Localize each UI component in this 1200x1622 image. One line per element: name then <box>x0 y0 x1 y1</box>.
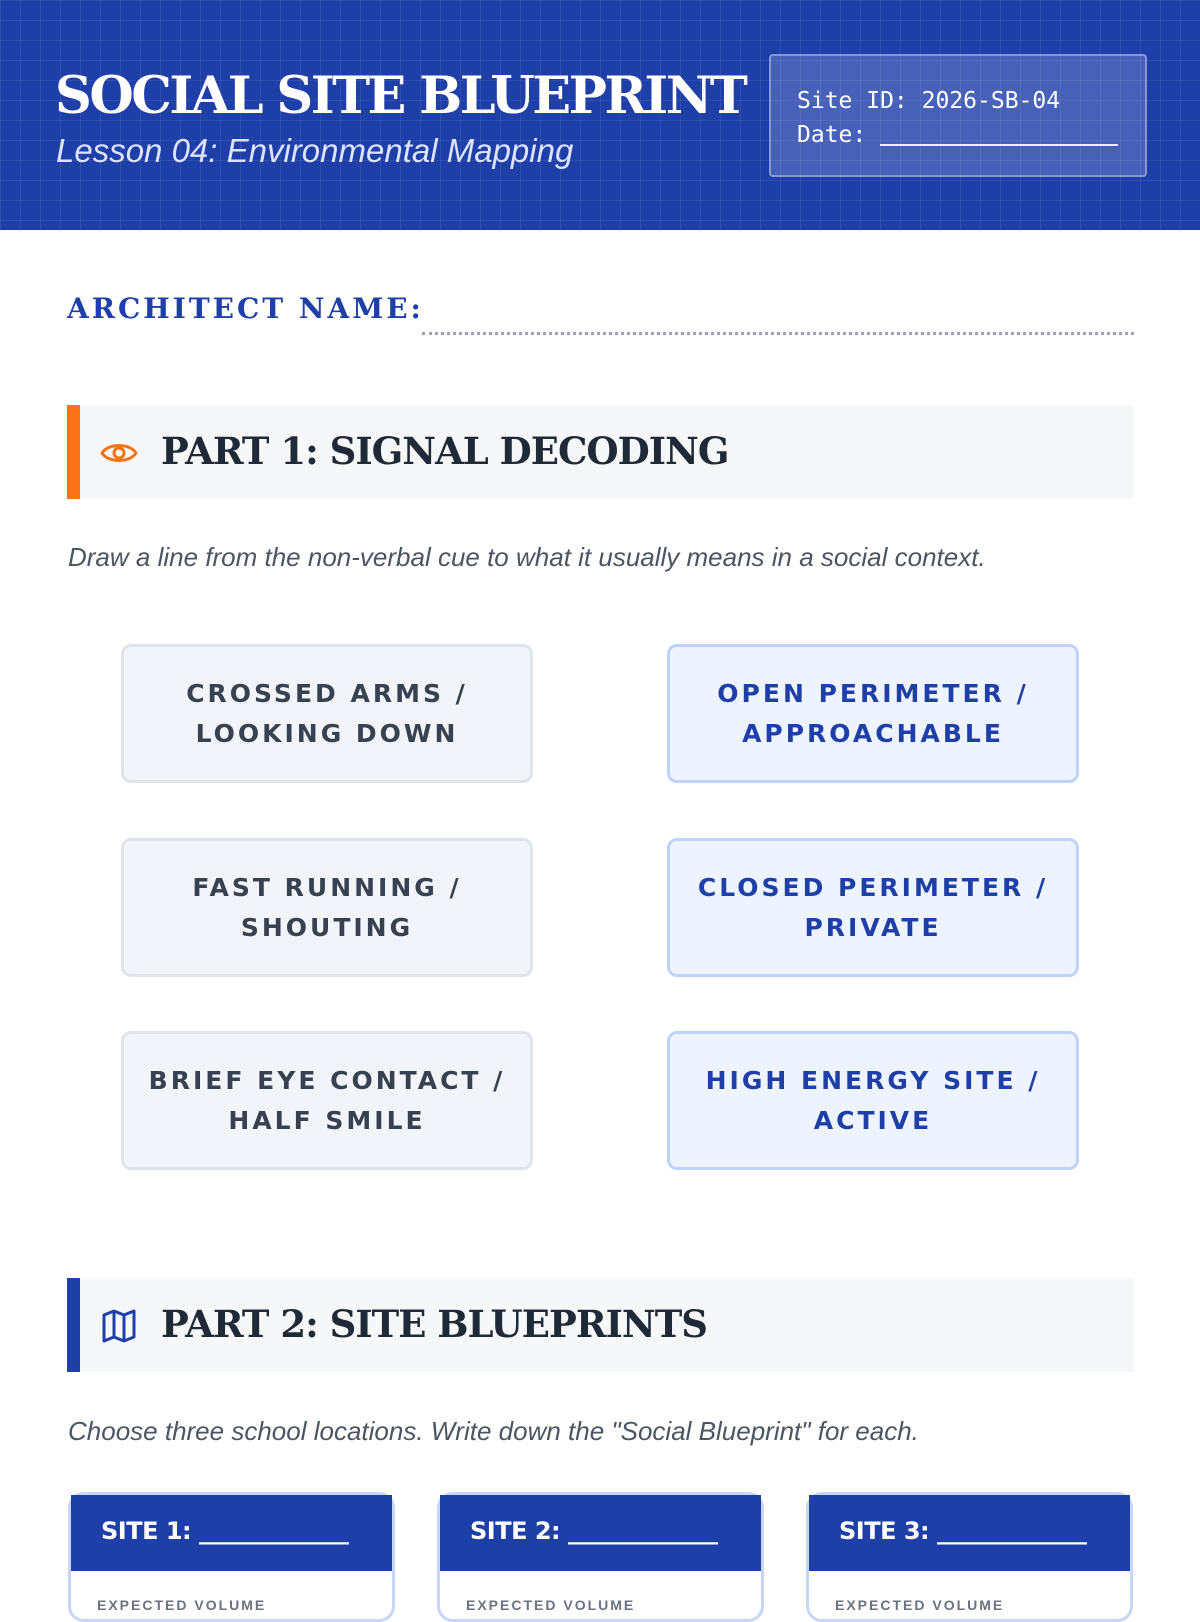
meaning-card-2-line1: CLOSED PERIMETER / <box>697 872 1049 902</box>
page-subtitle: Lesson 04: Environmental Mapping <box>56 132 574 169</box>
cue-card-2-line2: SHOUTING <box>240 912 414 942</box>
site-card-3-field-label: EXPECTED VOLUME <box>835 1597 1005 1613</box>
architect-name-field[interactable] <box>422 332 1134 335</box>
meaning-card-1[interactable] <box>667 644 1079 783</box>
cue-card-1-line1: CROSSED ARMS / <box>186 678 468 708</box>
part1-accent-bar <box>67 405 80 499</box>
part2-instruction: Choose three school locations. Write down the "Social Blueprint" for each. <box>68 1416 919 1446</box>
date-label: Date: <box>797 122 867 148</box>
page-title: SOCIAL SITE BLUEPRINT <box>55 66 746 126</box>
part2-accent-bar <box>67 1278 80 1372</box>
date-row <box>797 118 1145 152</box>
meaning-card-1-line2: APPROACHABLE <box>742 718 1004 748</box>
date-blank-line[interactable] <box>880 122 1118 146</box>
site-card-3-title[interactable]: SITE 3: _____________ <box>809 1495 1130 1571</box>
meaning-card-3[interactable] <box>667 1031 1079 1170</box>
cue-card-2[interactable] <box>121 838 533 977</box>
site-id-text: Site ID: 2026-SB-04 <box>797 88 1061 114</box>
site-card-2-field-label: EXPECTED VOLUME <box>466 1597 636 1613</box>
eye-icon <box>99 433 139 473</box>
worksheet-header <box>0 0 1200 230</box>
meaning-card-1-line1: OPEN PERIMETER / <box>717 678 1029 708</box>
cue-card-2-line1: FAST RUNNING / <box>192 872 462 902</box>
site-id-box <box>769 54 1147 177</box>
cue-card-3-line1: BRIEF EYE CONTACT / <box>148 1065 506 1095</box>
meaning-card-3-line1: HIGH ENERGY SITE / <box>705 1065 1041 1095</box>
cue-card-1-line2: LOOKING DOWN <box>195 718 459 748</box>
part1-instruction: Draw a line from the non-verbal cue to what it usually means in a social context. <box>68 542 986 572</box>
part2-title: PART 2: SITE BLUEPRINTS <box>161 1302 707 1346</box>
cue-card-3-line2: HALF SMILE <box>228 1105 426 1135</box>
site-card-2-title[interactable]: SITE 2: _____________ <box>440 1495 761 1571</box>
part2-header <box>67 1278 1134 1372</box>
site-card-1-field-label: EXPECTED VOLUME <box>97 1597 267 1613</box>
map-icon <box>99 1306 139 1346</box>
architect-name-label: ARCHITECT NAME: <box>67 292 424 325</box>
part1-header <box>67 405 1134 499</box>
meaning-card-2[interactable] <box>667 838 1079 977</box>
meaning-card-2-line2: PRIVATE <box>804 912 942 942</box>
part1-title: PART 1: SIGNAL DECODING <box>161 429 729 473</box>
site-card-3 <box>806 1492 1133 1622</box>
site-card-1-title[interactable]: SITE 1: _____________ <box>71 1495 392 1571</box>
meaning-card-3-line2: ACTIVE <box>813 1105 933 1135</box>
cue-card-3[interactable] <box>121 1031 533 1170</box>
cue-card-1[interactable] <box>121 644 533 783</box>
site-card-2 <box>437 1492 764 1622</box>
site-card-1 <box>68 1492 395 1622</box>
